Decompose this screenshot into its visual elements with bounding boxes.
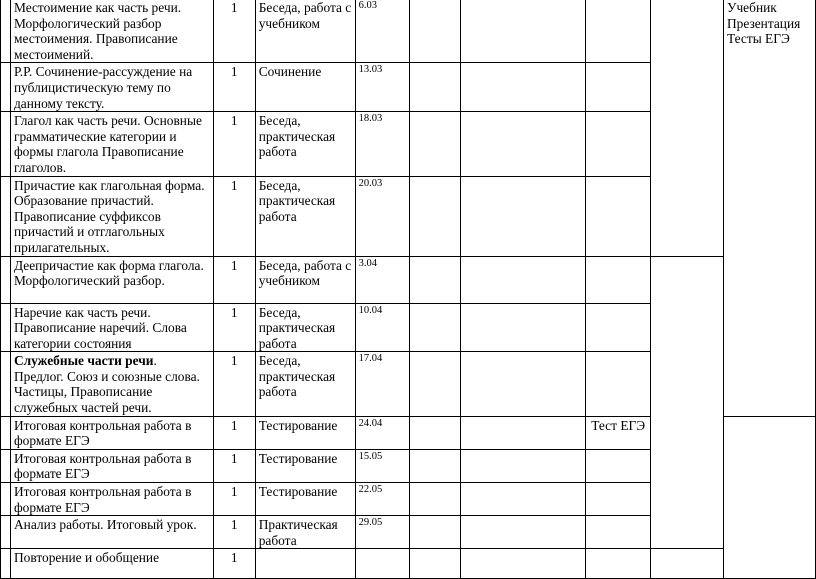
resource-textbook: Учебник xyxy=(726,0,777,15)
actual-date-cell xyxy=(409,303,461,352)
topic-cell: Анализ работы. Итоговый урок. xyxy=(10,516,213,549)
empty-cell xyxy=(586,303,651,352)
row-marker-cell xyxy=(1,352,11,416)
topic-cell: Наречие как часть речи. Правописание наречий. Слова категории состояния xyxy=(10,303,213,352)
empty-cell xyxy=(586,0,651,63)
hours-cell: 1 xyxy=(213,303,255,352)
row-marker-cell xyxy=(1,516,11,549)
date-cell: 20.03 xyxy=(355,176,409,256)
hours-cell: 1 xyxy=(213,483,255,516)
row-marker-cell xyxy=(1,549,11,579)
lesson-form-cell: Беседа, практическая работа xyxy=(255,112,355,176)
actual-date-cell xyxy=(409,176,461,256)
actual-date-cell xyxy=(409,63,461,112)
hours-cell: 1 xyxy=(213,352,255,416)
topic-cell xyxy=(10,352,213,416)
empty-cell xyxy=(586,112,651,176)
actual-date-cell xyxy=(409,256,461,303)
lesson-form-cell: Беседа, работа с учебником xyxy=(255,256,355,303)
lesson-form-cell: Беседа, практическая работа xyxy=(255,352,355,416)
date-cell: 22.05 xyxy=(355,483,409,516)
empty-cell xyxy=(651,0,724,256)
table-row xyxy=(1,0,816,63)
actual-date-cell xyxy=(409,0,461,63)
date-cell: 10.04 xyxy=(355,303,409,352)
empty-cell xyxy=(651,549,724,579)
topic-cell: Р.Р. Сочинение-рассуждение на публицистическую тему по данному тексту. xyxy=(10,63,213,112)
empty-cell xyxy=(461,449,586,482)
control-form-cell: Тест ЕГЭ xyxy=(586,416,651,449)
actual-date-cell xyxy=(409,352,461,416)
hours-cell: 1 xyxy=(213,112,255,176)
empty-cell xyxy=(586,63,651,112)
hours-cell: 1 xyxy=(213,549,255,579)
topic-cell: Повторение и обобщение xyxy=(10,549,213,579)
empty-cell xyxy=(586,483,651,516)
topic-cell: Деепричастие как форма глагола. Морфологический разбор. xyxy=(10,256,213,303)
row-marker-cell xyxy=(1,483,11,516)
row-marker-cell xyxy=(1,256,11,303)
actual-date-cell xyxy=(409,449,461,482)
empty-cell xyxy=(461,516,586,549)
row-marker-cell xyxy=(1,449,11,482)
hours-cell: 1 xyxy=(213,449,255,482)
date-cell: 15.05 xyxy=(355,449,409,482)
date-cell: 24.04 xyxy=(355,416,409,449)
empty-cell xyxy=(461,63,586,112)
lesson-form-cell: Сочинение xyxy=(255,63,355,112)
row-marker-cell xyxy=(1,416,11,449)
topic-cell: Местоимение как часть речи. Морфологический разбор местоимения. Правописание местоимений. xyxy=(10,0,213,63)
date-cell: 6.03 xyxy=(355,0,409,63)
row-marker-cell xyxy=(1,176,11,256)
lesson-form-cell: Беседа, работа с учебником xyxy=(255,0,355,63)
hours-cell: 1 xyxy=(213,63,255,112)
empty-cell xyxy=(461,112,586,176)
topic-bold-part: Служебные части речи xyxy=(13,353,154,369)
table-row xyxy=(1,256,816,303)
row-marker-cell xyxy=(1,303,11,352)
resource-tests: Тесты ЕГЭ xyxy=(726,31,790,47)
empty-cell xyxy=(461,483,586,516)
empty-cell xyxy=(461,256,586,303)
row-marker-cell xyxy=(1,63,11,112)
lesson-form-cell: Тестирование xyxy=(255,416,355,449)
row-marker-cell xyxy=(1,0,11,63)
actual-date-cell xyxy=(409,549,461,579)
row-marker-cell xyxy=(1,112,11,176)
resource-presentation: Презентация xyxy=(726,15,801,31)
topic-cell: Итоговая контрольная работа в формате ЕГЭ xyxy=(10,483,213,516)
empty-cell xyxy=(586,352,651,416)
actual-date-cell xyxy=(409,416,461,449)
date-cell: 17.04 xyxy=(355,352,409,416)
empty-cell xyxy=(461,303,586,352)
table-row xyxy=(1,549,816,579)
topic-cell: Причастие как глагольная форма. Образование причастий. Правописание суффиксов причастий и отглагольных прилагательных. xyxy=(10,176,213,256)
empty-cell xyxy=(461,176,586,256)
empty-cell xyxy=(586,549,651,579)
topic-cell: Итоговая контрольная работа в формате ЕГЭ xyxy=(10,416,213,449)
topic-rest-part: . Предлог. Союз и союзные слова. Частицы, Правописание служебных частей речи. xyxy=(13,353,200,416)
hours-cell: 1 xyxy=(213,416,255,449)
date-cell: 29.05 xyxy=(355,516,409,549)
lesson-form-cell: Тестирование xyxy=(255,483,355,516)
lesson-form-cell: Беседа, практическая работа xyxy=(255,176,355,256)
actual-date-cell xyxy=(409,112,461,176)
hours-cell: 1 xyxy=(213,256,255,303)
empty-cell xyxy=(461,352,586,416)
lesson-form-cell: Практическая работа xyxy=(255,516,355,549)
empty-cell xyxy=(586,176,651,256)
empty-cell xyxy=(461,0,586,63)
hours-cell: 1 xyxy=(213,176,255,256)
empty-cell xyxy=(461,549,586,579)
date-cell: 13.03 xyxy=(355,63,409,112)
empty-cell xyxy=(723,416,815,579)
lesson-form-cell xyxy=(255,549,355,579)
actual-date-cell xyxy=(409,516,461,549)
topic-cell: Глагол как часть речи. Основные грамматические категории и формы глагола Правописание глаголов. xyxy=(10,112,213,176)
empty-cell xyxy=(586,516,651,549)
lesson-form-cell: Тестирование xyxy=(255,449,355,482)
topic-cell: Итоговая контрольная работа в формате ЕГЭ xyxy=(10,449,213,482)
empty-cell xyxy=(461,416,586,449)
date-cell xyxy=(355,549,409,579)
hours-cell: 1 xyxy=(213,516,255,549)
date-cell: 18.03 xyxy=(355,112,409,176)
hours-cell: 1 xyxy=(213,0,255,63)
empty-cell xyxy=(586,256,651,303)
actual-date-cell xyxy=(409,483,461,516)
empty-cell xyxy=(651,256,724,549)
resources-cell xyxy=(723,0,815,416)
lesson-form-cell: Беседа, практическая работа xyxy=(255,303,355,352)
empty-cell xyxy=(586,449,651,482)
date-cell: 3.04 xyxy=(355,256,409,303)
